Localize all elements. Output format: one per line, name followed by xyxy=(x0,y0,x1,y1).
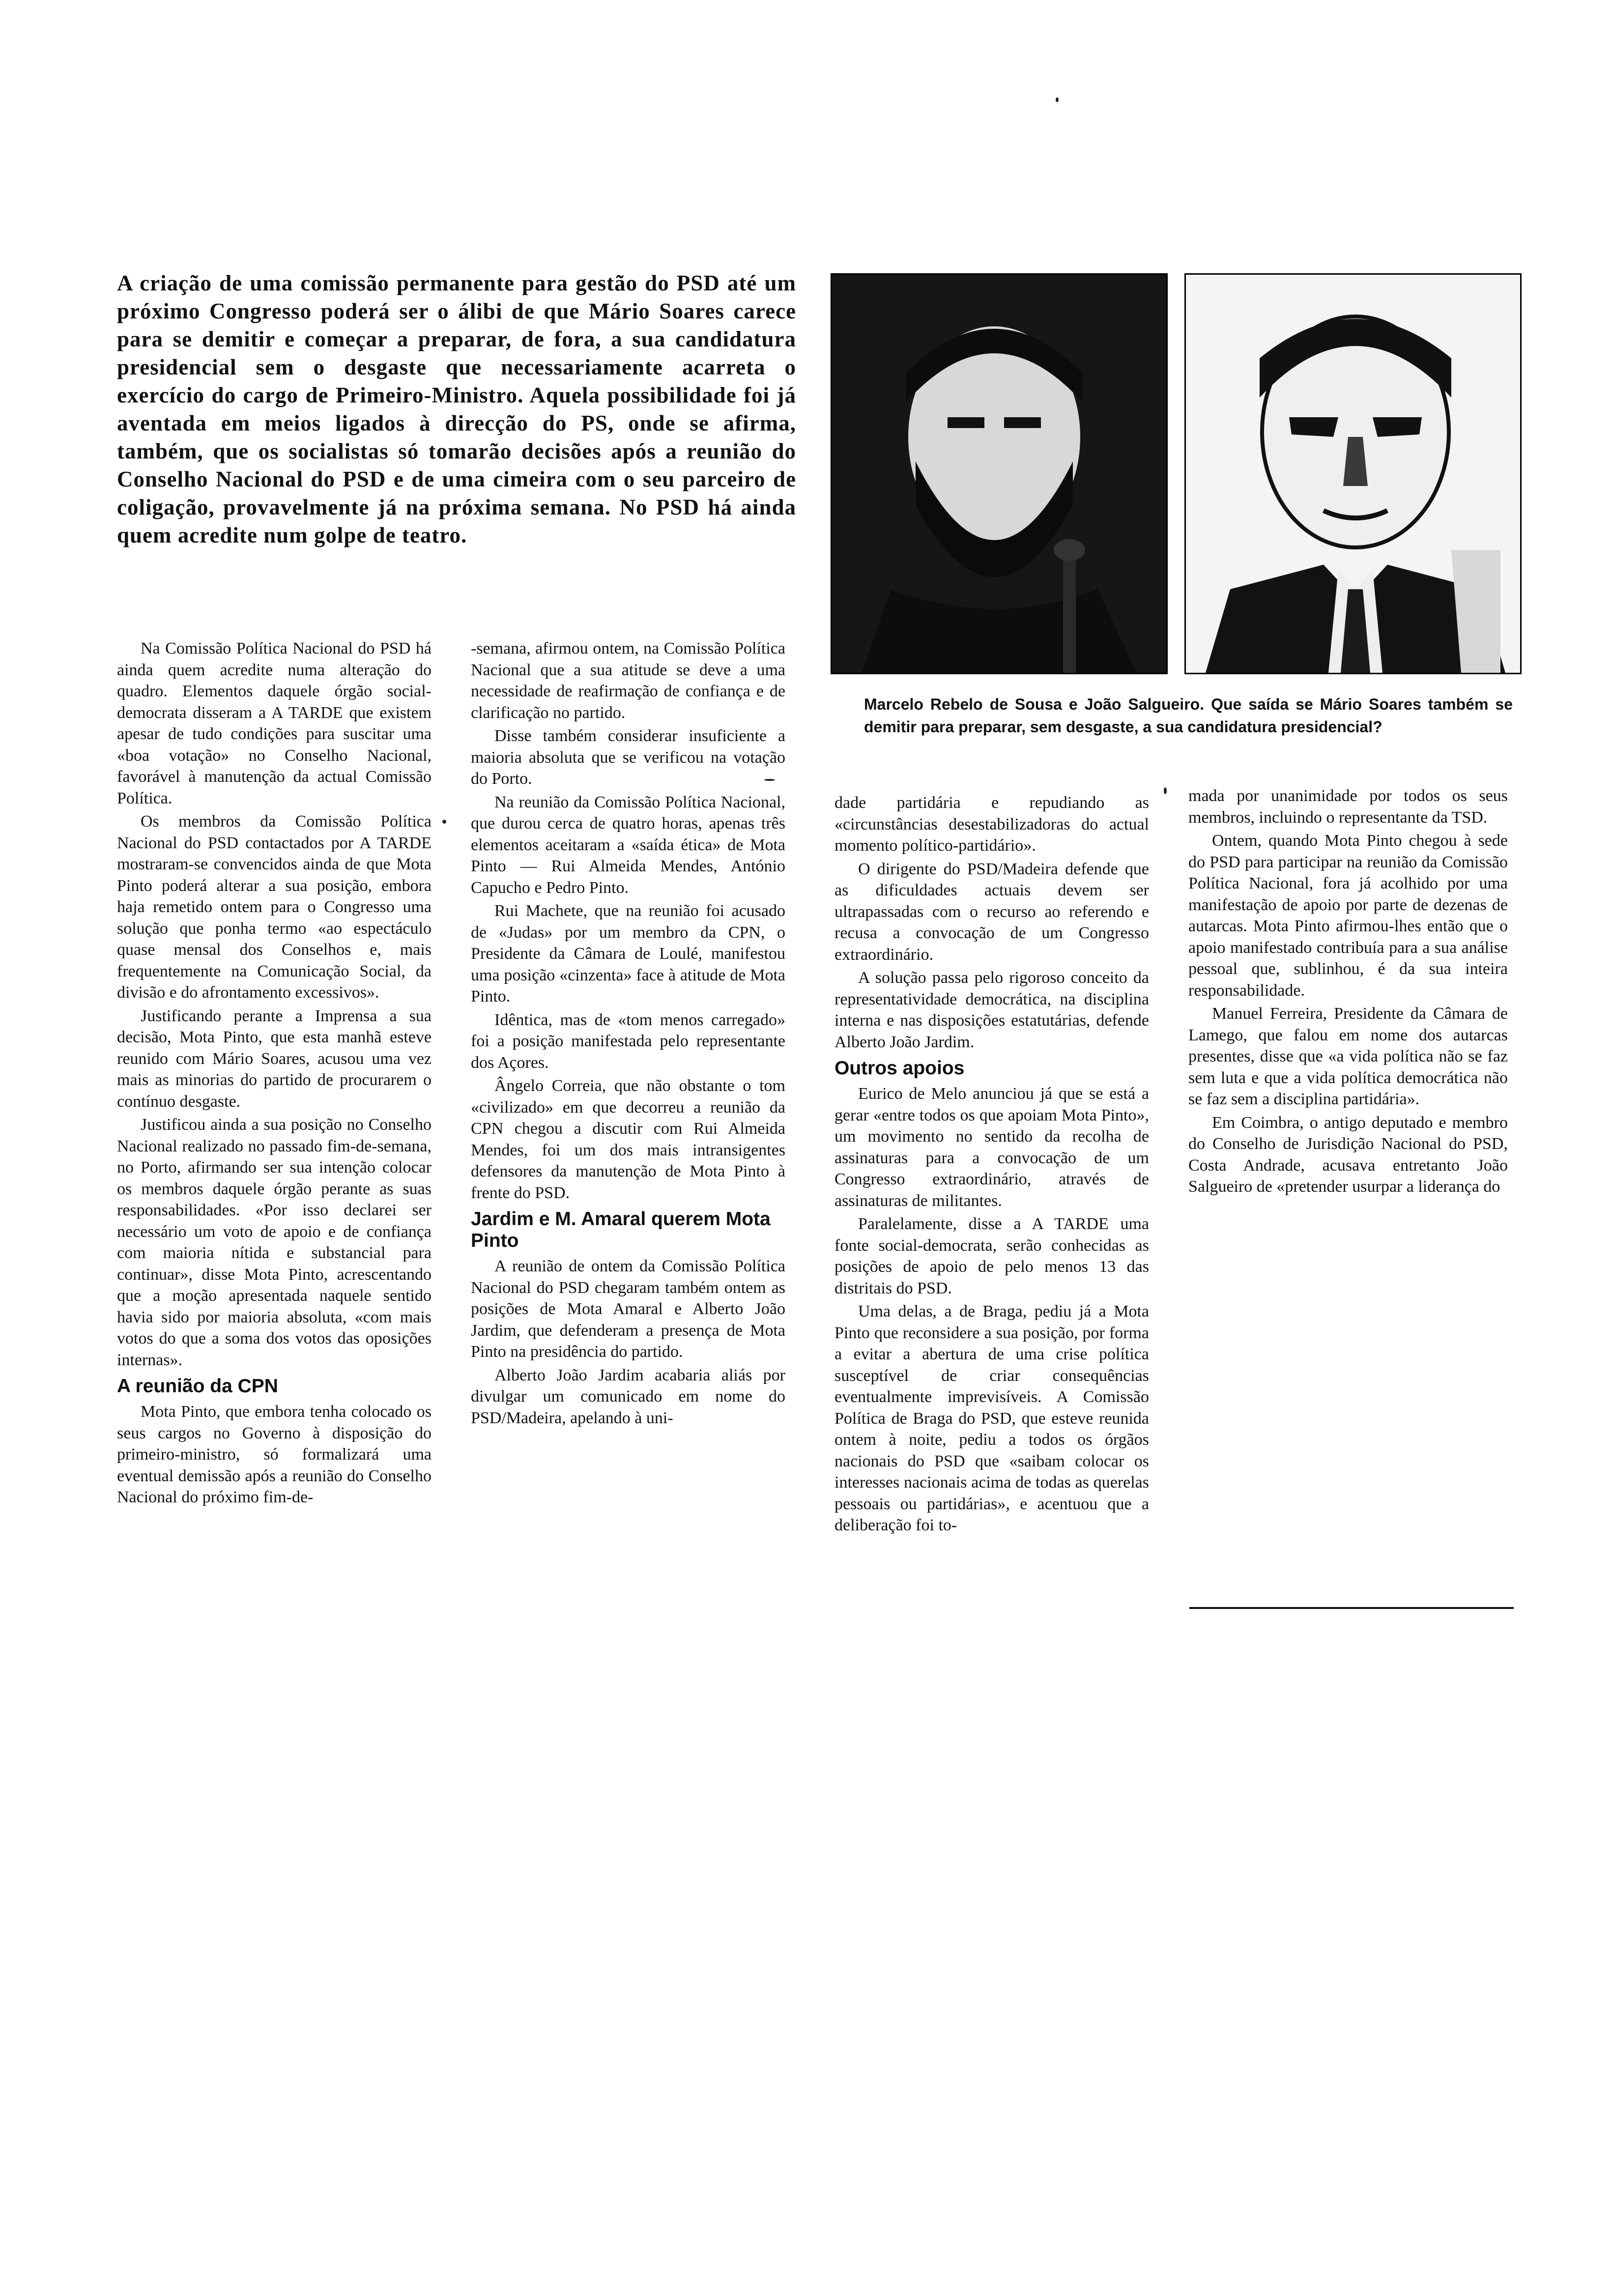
photo-caption: Marcelo Rebelo de Sousa e João Salgueiro. Que saída se Mário Soares também se demitir para preparar, sem desgaste, a sua candidatura presidencial? xyxy=(864,695,1513,736)
photo-marcelo-rebelo-de-sousa xyxy=(831,273,1168,674)
paragraph: Mota Pinto, que embora tenha colocado os seus cargos no Governo à disposição do primeiro-ministro, só formalizará uma eventual demissão após a reunião do Conselho Nacional do próximo fim-de- xyxy=(117,1403,432,1506)
paragraph: Justificou ainda a sua posição no Conselho Nacional realizado no passado fim-de-semana, no Porto, afirmando ser sua intenção colocar os membros daquele órgão perante as suas responsabilidades. «Por isso declarei ser necessário um voto de apoio e de confiança com maioria nítida e substancial para continuar», disse Mota Pinto, acrescentando que a moção apresentada naquele sentido havia sido por maioria absoluta, «com mais votos do que a soma dos votos das oposições internas». xyxy=(117,1116,432,1369)
scan-speck xyxy=(442,820,446,824)
paragraph: Justificando perante a Imprensa a sua decisão, Mota Pinto, que esta manhã esteve reunido com Mário Soares, acusou uma vez mais as minorias do partido de procurarem o contínuo desgaste. xyxy=(117,1006,432,1111)
paragraph: Eurico de Melo anunciou já que se está a gerar «entre todos os que apoiam Mota Pinto», um movimento no sentido da recolha de assinaturas para a convocação de um Congresso extraordinário, através de assinaturas de militantes. xyxy=(835,1085,1149,1210)
paragraph: A reunião de ontem da Comissão Política Nacional do PSD chegaram também ontem as posições de Mota Amaral e Alberto João Jardim, que defenderam a presença de Mota Pinto na presidência do partido. xyxy=(471,1257,785,1361)
paragraph: Idêntica, mas de «tom menos carregado» foi a posição manifestada pelo representante dos Açores. xyxy=(471,1010,785,1072)
paragraph: Manuel Ferreira, Presidente da Câmara de Lamego, que falou em nome dos autarcas presentes, disse que «a vida política não se faz sem luta e que a vida política democrática não se faz sem a disciplina partidária». xyxy=(1188,1004,1508,1108)
paragraph: Paralelamente, disse a A TARDE uma fonte social-democrata, serão conhecidas as posições de apoio de pelo menos 13 das distritais do PSD. xyxy=(835,1215,1149,1297)
subheading-jardim-amaral: Jardim e M. Amaral querem Mota Pinto xyxy=(471,1208,771,1251)
paragraph: O dirigente do PSD/Madeira defende que as dificuldades actuais devem ser ultrapassadas com o recurso ao referendo e recusa a convocação de um Congresso extraordinário. xyxy=(835,860,1149,964)
portrait-left-image xyxy=(832,275,1166,673)
paragraph: Os membros da Comissão Política Nacional do PSD contactados por A TARDE mostraram-se convencidos ainda de que Mota Pinto poderá alterar a sua posição, embora haja remetido ontem para o Congresso uma solução que ponha termo «ao espectáculo quase mensal dos Conselhos e, mais frequentemente na Comunicação Social, da divisão e do afrontamento excessivos». xyxy=(117,812,432,1002)
column-end-rule xyxy=(1189,1607,1514,1609)
article-column-4 xyxy=(1188,785,1508,1198)
paragraph: Na reunião da Comissão Política Nacional, que durou cerca de quatro horas, apenas três elementos aceitaram a «saída ética» de Mota Pinto — Rui Almeida Mendes, António Capucho e Pedro Pinto. xyxy=(471,793,785,897)
paragraph: dade partidária e repudiando as «circunstâncias desestabilizadoras do actual momento político-partidário». xyxy=(835,794,1149,855)
paragraph: Disse também considerar insuficiente a maioria absoluta que se verificou na votação do Porto. xyxy=(471,727,785,788)
article-column-3 xyxy=(835,792,1149,1536)
paragraph: Rui Machete, que na reunião foi acusado de «Judas» por um membro da CPN, o Presidente da Câmara de Loulé, manifestou uma posição «cinzenta» face à atitude de Mota Pinto. xyxy=(471,902,785,1005)
photo-joao-salgueiro xyxy=(1184,273,1522,674)
article-column-2 xyxy=(471,638,785,1429)
paragraph: Ontem, quando Mota Pinto chegou à sede do PSD para participar na reunião da Comissão Política Nacional, fora já acolhido por uma manifestação de apoio por parte de dezenas de autarcas. Mota Pinto afirmou-lhes então que o apoio manifestado contribuía para a sua análise pessoal que, sublinhou, é da sua inteira responsabilidade. xyxy=(1188,832,1508,1000)
paragraph: Em Coimbra, o antigo deputado e membro do Conselho de Jurisdição Nacional do PSD, Costa Andrade, acusava entretanto João Salgueiro de «pretender usurpar a liderança do xyxy=(1188,1113,1508,1196)
paragraph: mada por unanimidade por todos os seus membros, incluindo o representante da TSD. xyxy=(1188,787,1508,827)
subheading-reuniao-cpn: A reunião da CPN xyxy=(117,1376,278,1397)
paragraph: Alberto João Jardim acabaria aliás por divulgar um comunicado em nome do PSD/Madeira, apelando à uni- xyxy=(471,1366,785,1427)
lead-paragraph: A criação de uma comissão permanente para gestão do PSD até um próximo Congresso poderá ser o álibi de que Mário Soares carece para se demitir e começar a preparar, de fora, a sua candidatura presidencial sem o desgaste que necessariamente acarreta o exercício do cargo de Primeiro-Ministro. Aquela possibilidade foi já aventada em meios ligados à direcção do PS, onde se afirma, também, que os socialistas só tomarão decisões após a reunião do Conselho Nacional do PSD e de uma cimeira com o seu parceiro de coligação, provavelmente já na próxima semana. No PSD há ainda quem acredite num golpe de teatro. xyxy=(117,271,796,547)
paragraph: Uma delas, a de Braga, pediu já a Mota Pinto que reconsidere a sua posição, por forma a evitar a abertura de uma crise política susceptível de criar consequências eventualmente imprevisíveis. A Comissão Política de Braga do PSD, que esteve reunida ontem à noite, pediu a todos os órgãos nacionais do PSD que «saibam colocar os interesses nacionais acima de todas as querelas pessoais ou partidárias», e acentuou que a deliberação foi to- xyxy=(835,1302,1149,1534)
article-column-1 xyxy=(117,638,432,1508)
paragraph: Ângelo Correia, que não obstante o tom «civilizado» em que decorreu a reunião da CPN chegou a discutir com Rui Almeida Mendes, foi um dos mais intransigentes defensores da manutenção de Mota Pinto à frente do PSD. xyxy=(471,1077,785,1202)
scan-speck xyxy=(1056,97,1059,102)
paragraph: Na Comissão Política Nacional do PSD há ainda quem acredite numa alteração do quadro. Elementos daquele órgão social-democrata disseram a A TARDE que existem apesar de tudo condições para suscitar uma «boa votação» no Conselho Nacional, favorável à manutenção da actual Comissão Política. xyxy=(117,639,432,807)
scan-speck xyxy=(764,779,775,781)
portrait-right-image xyxy=(1186,275,1520,673)
paragraph: -semana, afirmou ontem, na Comissão Política Nacional que a sua atitude se deve a uma necessidade de reafirmação de confiança e de clarificação no partido. xyxy=(471,639,785,722)
scan-speck xyxy=(1164,787,1167,794)
subheading-outros-apoios: Outros apoios xyxy=(835,1058,965,1079)
paragraph: A solução passa pelo rigoroso conceito da representatividade democrática, na disciplina interna e nas disposições estatutárias, defende Alberto João Jardim. xyxy=(835,969,1149,1051)
